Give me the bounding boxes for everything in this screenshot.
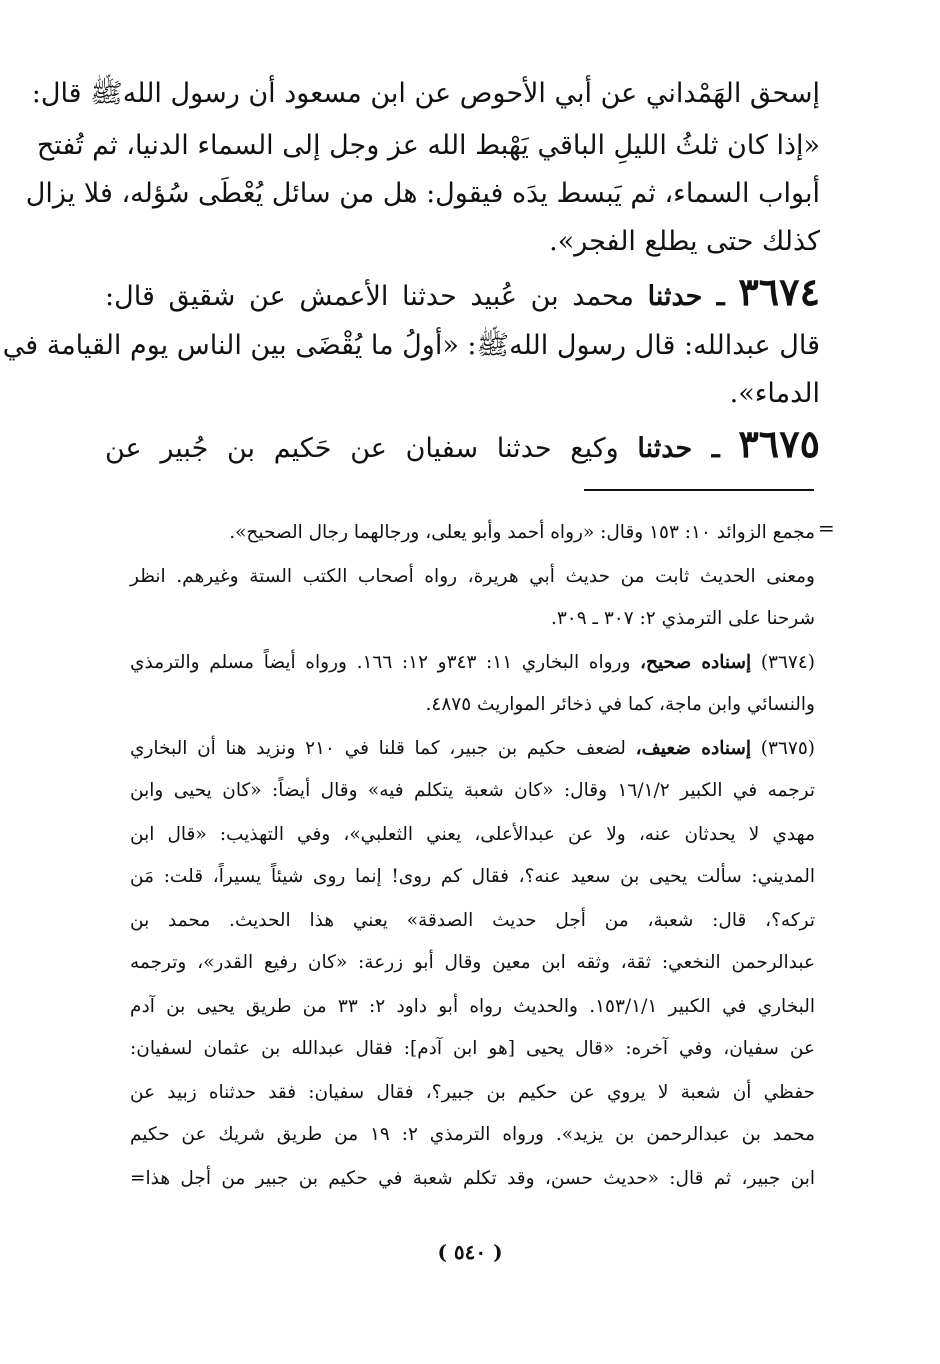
footnote-line: ترجمه في الكبير ١٦/١/٢ وقال: «كان شعبة يتكلم فيه» وقال أيضاً: «كان يحيى وابن [130,780,815,801]
footnote-line: عبدالرحمن النخعي: ثقة، وثقه ابن معين وقال أبو زرعة: «كان رفيع القدر»، وترجمه [130,952,815,973]
footnote-line: تركه؟، قال: شعبة، من أجل حديث الصدقة» يعني هذا الحديث. محمد بن [130,910,815,931]
footnote-line: حفظي أن شعبة لا يروي عن حكيم بن جبير؟، فقال سفيان: فقد حدثناه زبيد عن [130,1082,815,1103]
footnote-line: والنسائي وابن ماجة، كما في ذخائر المواريث ٤٨٧٥. [425,694,815,715]
main-line-3: أبواب السماء، ثم يَبسط يدَه فيقول: هل من سائل يُعْطَى سُؤله، فلا يزال [25,178,820,209]
main-line-2: «إذا كان ثلثُ الليلِ الباقي يَهْبط الله عز وجل إلى السماء الدنيا، ثم تُفتح [36,130,820,161]
hadith-number: ٣٦٧٥ [738,421,821,466]
footnote-line: مجمع الزوائد ١٠: ١٥٣ وقال: «رواه أحمد وأبو يعلى، ورجالهما رجال الصحيح». [229,522,815,543]
footnote-line: شرحنا على الترمذي ٢: ٣٠٧ ـ ٣٠٩. [550,608,815,629]
footnote-line: عن سفيان، وفي آخره: «قال يحيى [هو ابن آدم]: فقال عبدالله بن عثمان لسفيان: [130,1038,815,1059]
footnote-grade: إسناده صحيح، [640,652,752,673]
hadith-keyword: حدثنا [637,433,693,464]
footnote-line: ابن جبير، ثم قال: «حديث حسن، وقد تكلم شعبة في حكيم بن جبير من أجل هذا= [130,1168,815,1189]
footnote-line: محمد بن عبدالرحمن بن يزيد». ورواه الترمذي ٢: ١٩ من طريق شريك عن حكيم [130,1124,815,1145]
hadith-number: ٣٦٧٤ [738,269,820,314]
hadith-keyword: حدثنا [647,281,703,312]
hadith-heading-3674: ٣٦٧٤ ـ حدثنا محمد بن عُبيد حدثنا الأعمش عن شقيق قال: [105,269,820,314]
footnote-text: ورواه البخاري ١١: ٣٤٣و ١٢: ١٦٦. ورواه أيضاً مسلم والترمذي [130,652,631,673]
main-line-4: كذلك حتى يطلع الفجر». [549,226,820,257]
footnote-grade: إسناده ضعيف، [635,738,752,759]
main-line-6: قال عبدالله: قال رسول اللهﷺ: «أولُ ما يُقْضَى بين الناس يوم القيامة في [2,330,820,361]
footnote-3675 [130,734,815,764]
hadith-chain: وكيع حدثنا سفيان عن حَكيم بن جُبير عن [105,433,619,464]
page-number: ( ٥٤٠ ) [437,1240,503,1264]
continuation-mark: = [818,516,835,540]
footnote-line: المديني: سألت يحيى بن سعيد عنه؟، فقال كم روى! إنما روى شيئاً يسيراً، قلت: مَن [130,866,815,887]
footnote-line: البخاري في الكبير ١٥٣/١/١. والحديث رواه أبو داود ٢: ٣٣ من طريق يحيى بن آدم [130,996,815,1017]
footnote-separator [584,489,814,491]
hadith-heading-3675: ٣٦٧٥ ـ حدثنا وكيع حدثنا سفيان عن حَكيم بن جُبير عن [105,421,821,466]
footnote-text: لضعف حكيم بن جبير، كما قلنا في ٢١٠ ونزيد هنا أن البخاري [130,738,626,759]
footnote-number: (٣٦٧٥) [760,738,815,759]
main-line-7: الدماء». [729,378,820,409]
footnote-3674 [130,648,815,678]
footnote-number: (٣٦٧٤) [760,652,815,673]
footnote-line: ومعنى الحديث ثابت من حديث أبي هريرة، رواه أصحاب الكتب الستة وغيرهم. انظر [130,566,815,587]
hadith-chain: محمد بن عُبيد حدثنا الأعمش عن شقيق قال: [105,281,634,312]
footnote-line: مهدي لا يحدثان عنه، ولا عن عبدالأعلى، يعني الثعلبي»، وفي التهذيب: «قال ابن [130,824,815,845]
main-line-1: إسحق الهَمْداني عن أبي الأحوص عن ابن مسعود أن رسول اللهﷺ قال: [31,78,820,109]
